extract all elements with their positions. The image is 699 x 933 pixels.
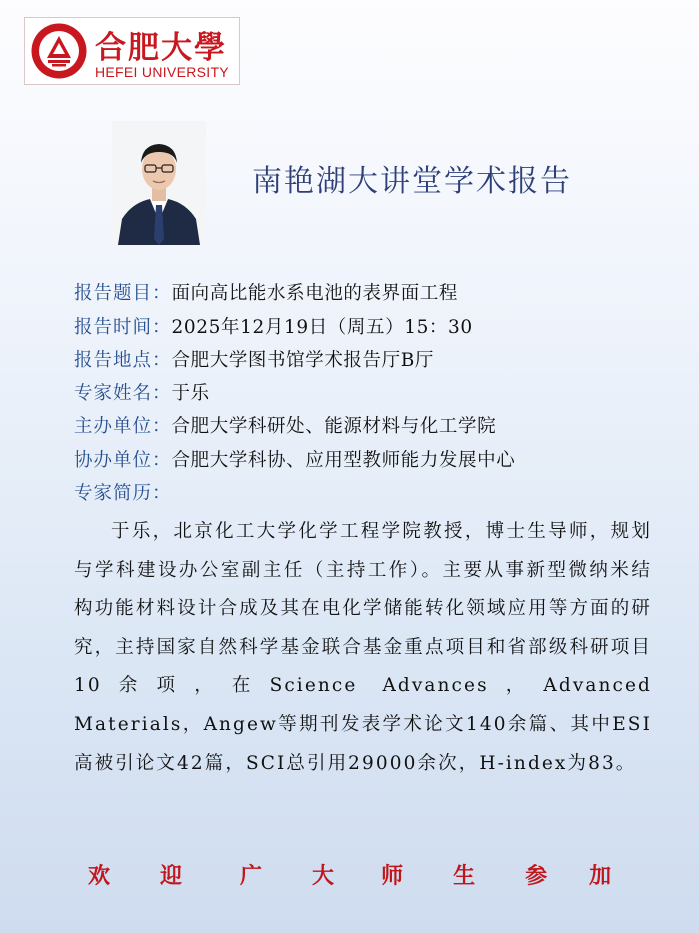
info-label: 专家简历 [74,483,153,504]
logo-chinese-name: 合肥大學 [95,30,227,66]
welcome-char: 生 [453,863,478,889]
welcome-char: 欢 [88,863,113,889]
welcome-char: 广 [240,863,265,889]
speaker-bio: 于乐，北京化工大学化学工程学院教授，博士生导师，规划与学科建设办公室副主任（主持工作）。主要从事新型微纳米结构功能材料设计合成及其在电化学储能转化领域应用等方面的研究，主持国家自然科学基金联合基金重点项目和省部级科研项目10余项，在Science Advances，Advanced Materials，Angew等期刊发表学术论文140余篇、其中ESI高被引论文42篇，SCI总引用29000余次，H-index为83。 [74,521,652,774]
info-value: 合肥大学图书馆学术报告厅B厅 [171,350,435,371]
welcome-char: 加 [589,863,614,889]
info-value: 合肥大学科研处、能源材料与化工学院 [171,416,497,437]
info-row-time: 报告时间：2025年12月19日（周五）15：30 [74,317,473,338]
welcome-char: 迎 [160,863,185,889]
welcome-char: 参 [525,863,550,889]
info-label: 协办单位 [74,450,153,471]
info-value: 合肥大学科协、应用型教师能力发展中心 [171,450,516,471]
university-logo [24,17,240,85]
info-value: 面向高比能水系电池的表界面工程 [171,283,459,304]
info-value: 2025年12月19日（周五）15：30 [171,317,473,338]
logo-english-name: HEFEI UNIVERSITY [95,64,229,80]
info-row-location: 报告地点：合肥大学图书馆学术报告厅B厅 [74,350,435,371]
info-label: 主办单位 [74,416,153,437]
info-row-organizer: 主办单位：合肥大学科研处、能源材料与化工学院 [74,416,497,437]
info-value: 于乐 [171,383,210,404]
info-label: 报告时间 [74,317,153,338]
welcome-char: 师 [381,863,406,889]
speaker-photo [112,121,206,245]
info-label: 报告题目 [74,283,153,304]
info-label: 专家姓名 [74,383,153,404]
info-row-co-organizer: 协办单位：合肥大学科协、应用型教师能力发展中心 [74,450,516,471]
info-row-topic: 报告题目：面向高比能水系电池的表界面工程 [74,283,459,304]
info-label: 报告地点 [74,350,153,371]
info-row-bio-label: 专家简历： [74,483,172,504]
welcome-char: 大 [312,863,337,889]
info-row-speaker: 专家姓名：于乐 [74,383,210,404]
welcome-banner [88,859,613,890]
university-seal-icon [30,22,88,80]
page-title: 南艳湖大讲堂学术报告 [252,164,572,199]
